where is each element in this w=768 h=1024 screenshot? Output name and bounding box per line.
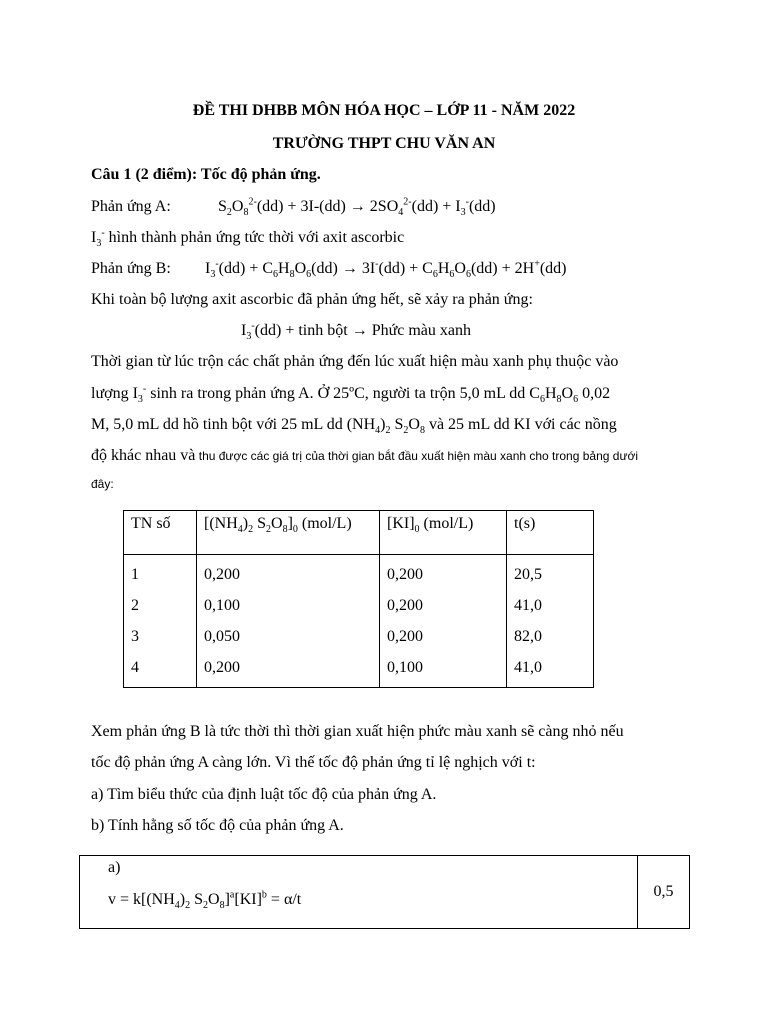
- answer-table: [79, 855, 690, 929]
- table-row: [124, 555, 594, 597]
- table-cell: 4: [124, 658, 197, 688]
- question-heading: Câu 1 (2 điểm): Tốc độ phản ứng.: [91, 166, 321, 183]
- table-cell: 3: [124, 627, 197, 658]
- reaction-b-label: Phản ứng B:: [91, 260, 171, 277]
- ascorbic-sentence: Khi toàn bộ lượng axit ascorbic đã phản ứng hết, sẽ xảy ra phản ứng:: [91, 291, 533, 308]
- table-cell: 82,0: [507, 627, 594, 658]
- answer-label: a): [108, 859, 121, 876]
- paragraph-line: Xem phản ứng B là tức thời thì thời gian xuất hiện phức màu xanh sẽ càng nhỏ nếu: [91, 723, 624, 740]
- i3-note: $I_3^-$ hình thành phản ứng tức thời với axit ascorbic: [91, 227, 405, 250]
- complex-reaction: $I_3^-(dd)$ + tinh bột → Phức màu xanh: [241, 320, 472, 343]
- question-part-a: a) Tìm biểu thức của định luật tốc độ của phản ứng A.: [91, 786, 437, 803]
- table-cell: 2: [124, 596, 197, 627]
- paragraph-line: Thời gian từ lúc trộn các chất phản ứng đến lúc xuất hiện màu xanh phụ thuộc vào: [91, 353, 619, 370]
- reaction-a: [91, 197, 496, 217]
- reaction-a-equation: $S_2O_8^{2-}(dd) + 3I-(dd) \to 2SO_4^{2-}(dd) + I_3^-(dd)$: [218, 196, 496, 219]
- table-cell: 0,100: [197, 596, 380, 627]
- table-header-cell: [$(NH_4)_2$ $S_2O_8]_0$ (mol/L): [197, 511, 380, 555]
- table-row: [124, 627, 594, 658]
- reaction-a-label: Phản ứng A:: [91, 198, 171, 215]
- table-header-cell: $[KI]_0$ (mol/L): [380, 511, 507, 555]
- answer-row: [80, 856, 690, 929]
- table-cell: 0,100: [380, 658, 507, 688]
- table-row: [124, 658, 594, 688]
- table-header-cell: TN số: [124, 511, 197, 555]
- answer-score: 0,5: [638, 856, 690, 929]
- table-row: [124, 596, 594, 627]
- table-cell: 20,5: [507, 555, 594, 597]
- question-part-b: b) Tính hằng số tốc độ của phản ứng A.: [91, 817, 344, 834]
- table-header-cell: t(s): [507, 511, 594, 555]
- table-cell: 0,200: [380, 596, 507, 627]
- exam-title: ĐỀ THI DHBB MÔN HÓA HỌC – LỚP 11 - NĂM 2022: [192, 102, 576, 119]
- school-name: TRƯỜNG THPT CHU VĂN AN: [272, 135, 496, 152]
- table-cell: 0,200: [380, 627, 507, 658]
- table-cell: 0,200: [197, 555, 380, 597]
- paragraph-line: lượng $I_3^-$ sinh ra trong phản ứng A. Ở 25ºC, người ta trộn 5,0 mL dd $C_6H_8O_6$ 0,02: [91, 383, 611, 406]
- answer-content: [80, 856, 638, 929]
- reaction-b-equation: $I_3^-(dd) + C_6H_8O_6(dd) \to 3I^-(dd) + C_6H_6O_6(dd) + 2H^+(dd)$: [205, 258, 567, 281]
- paragraph-line: M, 5,0 mL dd hồ tinh bột với 25 mL dd $(NH_4)_2$ $S_2O_8$ và 25 mL dd KI với các nồng: [91, 416, 617, 437]
- paragraph-line: độ khác nhau và thu được các giá trị của thời gian bắt đầu xuất hiện màu xanh cho trong bảng dưới: [91, 447, 639, 464]
- experiment-table: [123, 510, 594, 688]
- reaction-b: [91, 259, 567, 279]
- table-cell: 0,200: [380, 555, 507, 597]
- table-cell: 1: [124, 555, 197, 597]
- table-header-row: [124, 511, 594, 555]
- table-cell: 41,0: [507, 658, 594, 688]
- table-cell: 41,0: [507, 596, 594, 627]
- paragraph-line: tốc độ phản ứng A càng lớn. Vì thế tốc độ phản ứng tỉ lệ nghịch với t:: [91, 754, 536, 771]
- rate-law-formula: $v = k[(NH_4)_2$ $S_2O_8]^a[KI]^b = \alpha/t$: [108, 889, 302, 912]
- table-cell: 0,050: [197, 627, 380, 658]
- table-cell: 0,200: [197, 658, 380, 688]
- paragraph-line: đây:: [91, 477, 114, 491]
